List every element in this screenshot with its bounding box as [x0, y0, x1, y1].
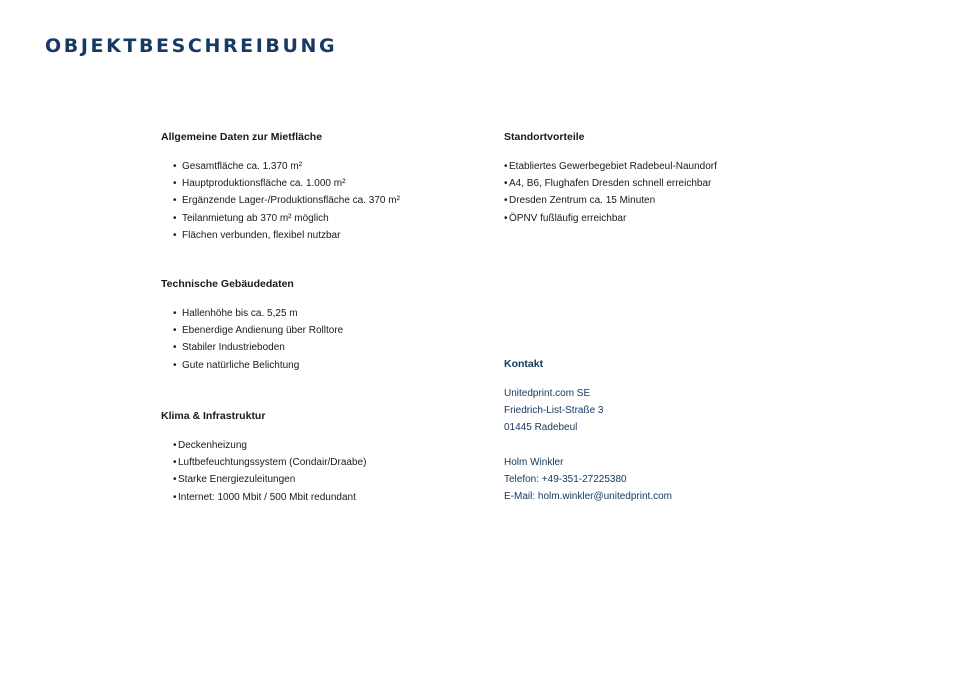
climate-infrastructure-list [161, 437, 366, 506]
bullet-icon: • [173, 229, 177, 241]
bullet-icon: • [173, 457, 177, 469]
section-heading-climate-infrastructure: Klima & Infrastruktur [161, 410, 266, 422]
bullet-icon: • [504, 212, 508, 224]
section-heading-location-advantages: Standortvorteile [504, 131, 585, 143]
bullet-icon: • [173, 212, 177, 224]
section-heading-technical-data: Technische Gebäudedaten [161, 278, 294, 290]
contact-city: 01445 Radebeul [504, 422, 578, 434]
contact-company: Unitedprint.com SE [504, 388, 591, 399]
list-item: • Flächen verbunden, flexibel nutzbar [161, 227, 400, 244]
contact-email[interactable]: E-Mail: holm.winkler@unitedprint.com [504, 491, 672, 503]
contact-street: Friedrich-List-Straße 3 [504, 405, 604, 417]
list-item: • Hallenhöhe bis ca. 5,25 m [161, 305, 343, 322]
list-item: •Starke Energiezuleitungen [161, 471, 366, 488]
bullet-icon: • [173, 325, 177, 337]
bullet-icon: • [504, 161, 508, 172]
bullet-icon: • [173, 359, 177, 371]
list-item: •Luftbefeuchtungssystem (Condair/Draabe) [161, 454, 366, 471]
section-contact [504, 357, 672, 505]
location-advantages-list [504, 158, 717, 227]
bullet-icon: • [504, 178, 508, 190]
list-item: •Etabliertes Gewerbegebiet Radebeul-Naundorf [504, 158, 717, 175]
contact-person-block [504, 454, 672, 506]
bullet-icon: • [173, 491, 177, 503]
list-item: •Dresden Zentrum ca. 15 Minuten [504, 192, 717, 209]
list-item: • Gesamtfläche ca. 1.370 m² [161, 158, 400, 175]
section-heading-general-data: Allgemeine Daten zur Mietfläche [161, 131, 323, 143]
section-climate-infrastructure [161, 409, 366, 506]
section-location-advantages [504, 130, 717, 227]
list-item: •ÖPNV fußläufig erreichbar [504, 210, 717, 227]
contact-phone[interactable]: Telefon: +49-351-27225380 [504, 473, 627, 485]
bullet-icon: • [173, 474, 177, 486]
list-item: •A4, B6, Flughafen Dresden schnell erreichbar [504, 175, 717, 192]
list-item: •Internet: 1000 Mbit / 500 Mbit redundant [161, 489, 366, 506]
list-item: • Gute natürliche Belichtung [161, 357, 343, 374]
list-item: • Ergänzende Lager-/Produktionsfläche ca. 370 m² [161, 192, 400, 209]
bullet-icon: • [173, 161, 177, 172]
bullet-icon: • [173, 308, 177, 319]
general-data-list [161, 158, 400, 244]
technical-data-list [161, 305, 343, 374]
list-item: •Deckenheizung [161, 437, 366, 454]
list-item: • Hauptproduktionsfläche ca. 1.000 m² [161, 175, 400, 192]
section-heading-contact: Kontakt [504, 358, 544, 370]
list-item: • Stabiler Industrieboden [161, 339, 343, 356]
list-item: • Teilanmietung ab 370 m² möglich [161, 210, 400, 227]
page-title: OBJEKTBESCHREIBUNG [45, 35, 338, 57]
bullet-icon: • [173, 195, 177, 207]
bullet-icon: • [504, 195, 508, 207]
contact-person: Holm Winkler [504, 456, 564, 468]
section-technical-data [161, 277, 343, 374]
bullet-icon: • [173, 440, 177, 451]
bullet-icon: • [173, 342, 177, 354]
list-item: • Ebenerdige Andienung über Rolltore [161, 322, 343, 339]
contact-address [504, 385, 672, 437]
section-general-data [161, 130, 400, 244]
bullet-icon: • [173, 178, 177, 190]
